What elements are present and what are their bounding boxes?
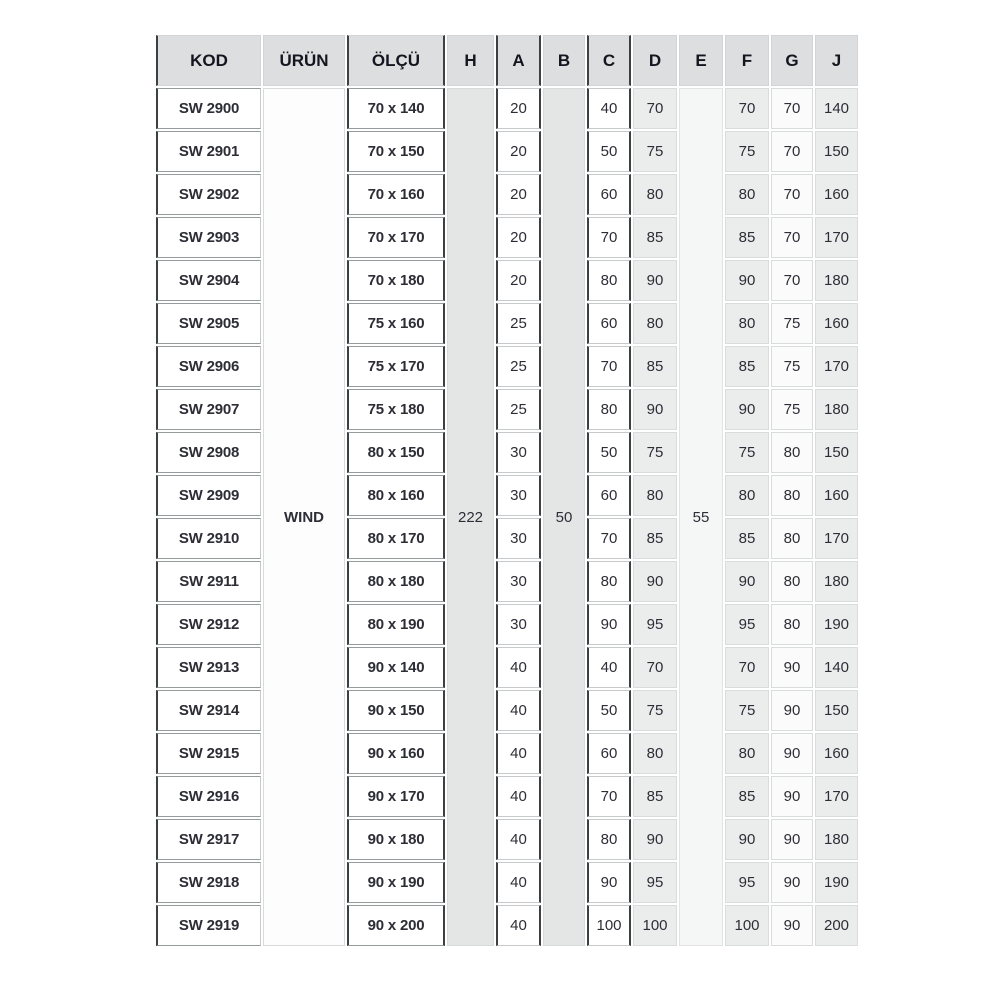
cell-c: 80 <box>587 819 631 860</box>
table-row <box>156 131 858 172</box>
table-row <box>156 690 858 731</box>
cell-f: 70 <box>725 88 769 129</box>
table-row <box>156 389 858 430</box>
cell-j: 170 <box>815 518 858 559</box>
cell-a: 20 <box>496 217 541 258</box>
cell-olcu: 90 x 200 <box>347 905 445 946</box>
cell-kod: SW 2915 <box>156 733 261 774</box>
table-row <box>156 776 858 817</box>
cell-kod: SW 2905 <box>156 303 261 344</box>
cell-j: 180 <box>815 819 858 860</box>
cell-kod: SW 2919 <box>156 905 261 946</box>
column-header-h: H <box>447 35 494 86</box>
cell-d: 75 <box>633 432 677 473</box>
cell-f: 90 <box>725 260 769 301</box>
cell-j: 200 <box>815 905 858 946</box>
cell-j: 140 <box>815 647 858 688</box>
cell-a: 30 <box>496 604 541 645</box>
table-row <box>156 862 858 903</box>
cell-f: 100 <box>725 905 769 946</box>
cell-g: 90 <box>771 905 813 946</box>
column-header-e: E <box>679 35 723 86</box>
table-row <box>156 647 858 688</box>
column-header-kod: KOD <box>156 35 261 86</box>
cell-a: 25 <box>496 389 541 430</box>
cell-d: 75 <box>633 690 677 731</box>
cell-c: 90 <box>587 862 631 903</box>
table-row <box>156 217 858 258</box>
table-row <box>156 88 858 129</box>
cell-d: 75 <box>633 131 677 172</box>
cell-f: 85 <box>725 518 769 559</box>
table-row <box>156 604 858 645</box>
table-row <box>156 475 858 516</box>
cell-g: 90 <box>771 647 813 688</box>
cell-f: 80 <box>725 475 769 516</box>
column-header-f: F <box>725 35 769 86</box>
cell-j: 160 <box>815 174 858 215</box>
table-row <box>156 432 858 473</box>
cell-f: 95 <box>725 604 769 645</box>
cell-c: 80 <box>587 389 631 430</box>
table-row <box>156 819 858 860</box>
cell-olcu: 90 x 170 <box>347 776 445 817</box>
cell-a: 40 <box>496 647 541 688</box>
cell-a: 30 <box>496 518 541 559</box>
cell-d: 90 <box>633 389 677 430</box>
cell-olcu: 75 x 160 <box>347 303 445 344</box>
cell-f: 95 <box>725 862 769 903</box>
cell-olcu: 90 x 190 <box>347 862 445 903</box>
cell-kod: SW 2917 <box>156 819 261 860</box>
cell-c: 100 <box>587 905 631 946</box>
cell-kod: SW 2907 <box>156 389 261 430</box>
cell-olcu: 70 x 140 <box>347 88 445 129</box>
cell-d: 85 <box>633 217 677 258</box>
table-row <box>156 518 858 559</box>
cell-kod: SW 2908 <box>156 432 261 473</box>
cell-g: 75 <box>771 303 813 344</box>
cell-g: 75 <box>771 389 813 430</box>
cell-c: 70 <box>587 518 631 559</box>
cell-olcu: 80 x 170 <box>347 518 445 559</box>
cell-a: 30 <box>496 475 541 516</box>
cell-d: 70 <box>633 88 677 129</box>
cell-a: 40 <box>496 905 541 946</box>
cell-g: 70 <box>771 174 813 215</box>
cell-g: 70 <box>771 88 813 129</box>
cell-j: 170 <box>815 776 858 817</box>
cell-kod: SW 2916 <box>156 776 261 817</box>
column-header-d: D <box>633 35 677 86</box>
table-row <box>156 561 858 602</box>
cell-a: 20 <box>496 88 541 129</box>
header-row <box>156 35 858 86</box>
column-header-j: J <box>815 35 858 86</box>
merged-cell-h: 222 <box>447 88 494 946</box>
cell-olcu: 70 x 150 <box>347 131 445 172</box>
cell-f: 85 <box>725 217 769 258</box>
cell-a: 40 <box>496 690 541 731</box>
cell-j: 160 <box>815 475 858 516</box>
cell-f: 85 <box>725 346 769 387</box>
cell-kod: SW 2913 <box>156 647 261 688</box>
cell-f: 75 <box>725 690 769 731</box>
cell-j: 180 <box>815 260 858 301</box>
cell-olcu: 80 x 190 <box>347 604 445 645</box>
cell-a: 30 <box>496 432 541 473</box>
cell-d: 90 <box>633 260 677 301</box>
cell-d: 80 <box>633 174 677 215</box>
spec-table <box>154 33 860 948</box>
cell-kod: SW 2901 <box>156 131 261 172</box>
cell-j: 170 <box>815 217 858 258</box>
cell-olcu: 70 x 160 <box>347 174 445 215</box>
table-row <box>156 260 858 301</box>
cell-c: 50 <box>587 432 631 473</box>
cell-olcu: 70 x 180 <box>347 260 445 301</box>
cell-olcu: 80 x 150 <box>347 432 445 473</box>
cell-j: 180 <box>815 389 858 430</box>
cell-g: 90 <box>771 819 813 860</box>
cell-a: 40 <box>496 733 541 774</box>
cell-c: 70 <box>587 346 631 387</box>
cell-d: 95 <box>633 862 677 903</box>
cell-d: 85 <box>633 346 677 387</box>
cell-kod: SW 2902 <box>156 174 261 215</box>
cell-kod: SW 2910 <box>156 518 261 559</box>
cell-f: 80 <box>725 174 769 215</box>
cell-olcu: 80 x 180 <box>347 561 445 602</box>
table-row <box>156 174 858 215</box>
cell-a: 30 <box>496 561 541 602</box>
merged-cell-e: 55 <box>679 88 723 946</box>
cell-kod: SW 2912 <box>156 604 261 645</box>
cell-d: 80 <box>633 303 677 344</box>
cell-d: 85 <box>633 776 677 817</box>
cell-d: 80 <box>633 733 677 774</box>
table-row <box>156 905 858 946</box>
cell-c: 60 <box>587 303 631 344</box>
cell-f: 85 <box>725 776 769 817</box>
cell-olcu: 75 x 170 <box>347 346 445 387</box>
cell-g: 80 <box>771 604 813 645</box>
cell-a: 40 <box>496 819 541 860</box>
cell-g: 75 <box>771 346 813 387</box>
cell-a: 40 <box>496 862 541 903</box>
cell-g: 70 <box>771 217 813 258</box>
cell-f: 70 <box>725 647 769 688</box>
cell-d: 90 <box>633 561 677 602</box>
cell-c: 60 <box>587 475 631 516</box>
column-header-ölçü: ÖLÇÜ <box>347 35 445 86</box>
cell-kod: SW 2906 <box>156 346 261 387</box>
cell-j: 190 <box>815 604 858 645</box>
cell-a: 25 <box>496 303 541 344</box>
cell-j: 140 <box>815 88 858 129</box>
cell-g: 90 <box>771 733 813 774</box>
cell-f: 75 <box>725 131 769 172</box>
cell-f: 90 <box>725 389 769 430</box>
cell-olcu: 90 x 140 <box>347 647 445 688</box>
cell-g: 90 <box>771 776 813 817</box>
cell-g: 80 <box>771 518 813 559</box>
cell-g: 90 <box>771 690 813 731</box>
cell-f: 75 <box>725 432 769 473</box>
cell-olcu: 90 x 150 <box>347 690 445 731</box>
cell-j: 180 <box>815 561 858 602</box>
cell-olcu: 80 x 160 <box>347 475 445 516</box>
cell-c: 50 <box>587 131 631 172</box>
cell-c: 60 <box>587 733 631 774</box>
spec-table-container <box>154 33 850 948</box>
cell-a: 20 <box>496 174 541 215</box>
cell-olcu: 75 x 180 <box>347 389 445 430</box>
cell-a: 20 <box>496 260 541 301</box>
cell-c: 40 <box>587 88 631 129</box>
cell-j: 160 <box>815 303 858 344</box>
table-row <box>156 346 858 387</box>
cell-f: 80 <box>725 733 769 774</box>
cell-d: 85 <box>633 518 677 559</box>
cell-d: 95 <box>633 604 677 645</box>
cell-g: 80 <box>771 432 813 473</box>
cell-kod: SW 2900 <box>156 88 261 129</box>
cell-c: 60 <box>587 174 631 215</box>
column-header-b: B <box>543 35 585 86</box>
cell-d: 90 <box>633 819 677 860</box>
cell-c: 80 <box>587 260 631 301</box>
cell-olcu: 90 x 160 <box>347 733 445 774</box>
cell-g: 90 <box>771 862 813 903</box>
cell-f: 80 <box>725 303 769 344</box>
cell-olcu: 90 x 180 <box>347 819 445 860</box>
cell-j: 170 <box>815 346 858 387</box>
merged-cell-b: 50 <box>543 88 585 946</box>
cell-c: 70 <box>587 217 631 258</box>
cell-olcu: 70 x 170 <box>347 217 445 258</box>
cell-j: 150 <box>815 432 858 473</box>
cell-d: 70 <box>633 647 677 688</box>
table-row <box>156 733 858 774</box>
cell-c: 50 <box>587 690 631 731</box>
cell-kod: SW 2914 <box>156 690 261 731</box>
cell-f: 90 <box>725 819 769 860</box>
cell-a: 40 <box>496 776 541 817</box>
cell-g: 70 <box>771 260 813 301</box>
cell-kod: SW 2903 <box>156 217 261 258</box>
cell-c: 70 <box>587 776 631 817</box>
column-header-c: C <box>587 35 631 86</box>
merged-cell-urun: WIND <box>263 88 345 946</box>
cell-kod: SW 2918 <box>156 862 261 903</box>
table-row <box>156 303 858 344</box>
cell-c: 40 <box>587 647 631 688</box>
column-header-a: A <box>496 35 541 86</box>
cell-f: 90 <box>725 561 769 602</box>
cell-d: 80 <box>633 475 677 516</box>
column-header-g: G <box>771 35 813 86</box>
cell-j: 160 <box>815 733 858 774</box>
cell-kod: SW 2909 <box>156 475 261 516</box>
cell-g: 80 <box>771 475 813 516</box>
cell-kod: SW 2904 <box>156 260 261 301</box>
cell-a: 20 <box>496 131 541 172</box>
table-body <box>156 88 858 946</box>
cell-d: 100 <box>633 905 677 946</box>
cell-c: 80 <box>587 561 631 602</box>
cell-j: 150 <box>815 131 858 172</box>
cell-j: 190 <box>815 862 858 903</box>
cell-g: 70 <box>771 131 813 172</box>
column-header-ürün: ÜRÜN <box>263 35 345 86</box>
table-header <box>156 35 858 86</box>
cell-g: 80 <box>771 561 813 602</box>
cell-a: 25 <box>496 346 541 387</box>
cell-j: 150 <box>815 690 858 731</box>
cell-kod: SW 2911 <box>156 561 261 602</box>
cell-c: 90 <box>587 604 631 645</box>
